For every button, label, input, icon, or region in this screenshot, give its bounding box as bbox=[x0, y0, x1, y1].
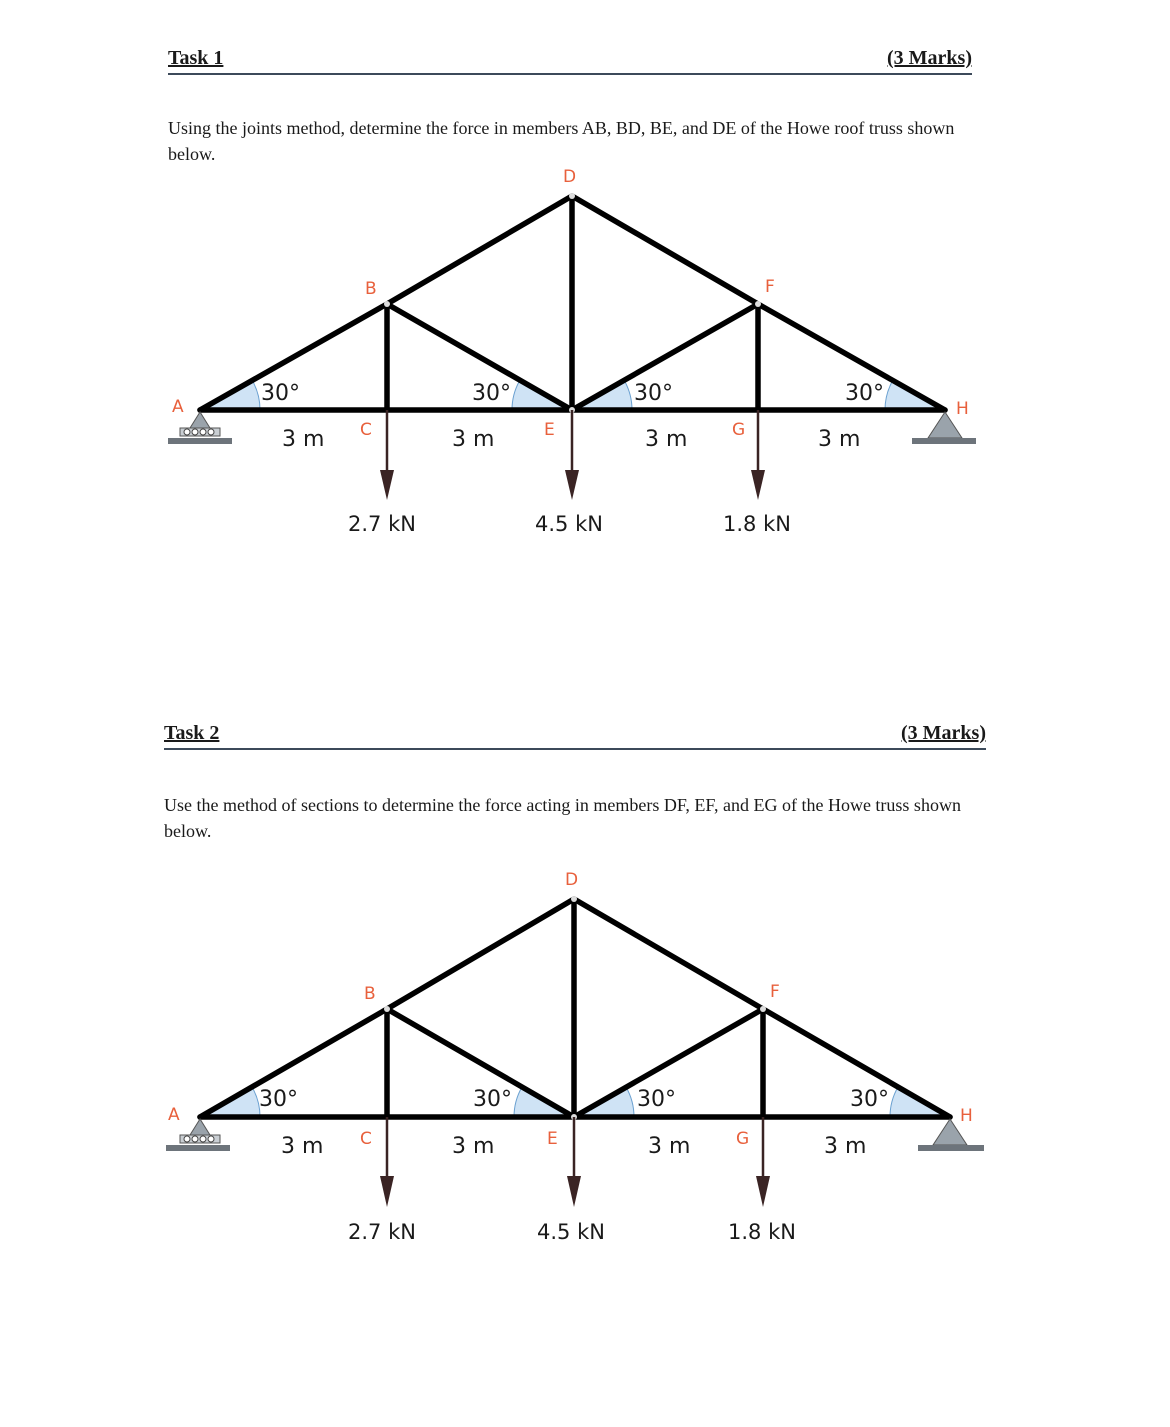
joint-label-C: C bbox=[360, 420, 372, 440]
angle-label-E-right: 30° bbox=[634, 381, 673, 406]
joint-label-D: D bbox=[563, 167, 577, 187]
span-label-AC: 3 m bbox=[282, 427, 325, 452]
task-1-title: Task 1 bbox=[168, 47, 224, 69]
load-arrow-E bbox=[565, 410, 579, 500]
joint-label-E: E bbox=[547, 1129, 558, 1149]
member-DF bbox=[572, 196, 758, 304]
pin-D bbox=[569, 193, 575, 199]
span-label-GH: 3 m bbox=[818, 427, 861, 452]
member-DF bbox=[574, 899, 763, 1009]
angle-label-E-right: 30° bbox=[637, 1087, 676, 1112]
load-arrow-C bbox=[380, 410, 394, 500]
pin-support-H bbox=[918, 1119, 984, 1151]
task-2-header bbox=[164, 722, 986, 750]
pin-F bbox=[760, 1006, 766, 1012]
task-1-truss-diagram bbox=[160, 160, 990, 550]
joint-label-A: A bbox=[168, 1105, 180, 1125]
angle-label-E-left: 30° bbox=[472, 381, 511, 406]
task-2-marks: (3 Marks) bbox=[901, 722, 986, 744]
load-label-E: 4.5 kN bbox=[537, 1220, 605, 1244]
load-arrow-C bbox=[380, 1117, 394, 1207]
span-label-GH: 3 m bbox=[824, 1134, 867, 1159]
load-arrow-G bbox=[751, 410, 765, 500]
load-arrow-E bbox=[567, 1117, 581, 1207]
span-label-AC: 3 m bbox=[281, 1134, 324, 1159]
task-2-title: Task 2 bbox=[164, 722, 220, 744]
joint-label-B: B bbox=[365, 279, 377, 299]
angle-label-A: 30° bbox=[261, 381, 300, 406]
task-1-marks: (3 Marks) bbox=[887, 47, 972, 69]
pin-B bbox=[384, 301, 390, 307]
angle-label-H: 30° bbox=[850, 1087, 889, 1112]
span-label-CE: 3 m bbox=[452, 1134, 495, 1159]
load-arrow-G bbox=[756, 1117, 770, 1207]
joint-label-F: F bbox=[765, 277, 775, 297]
pin-D bbox=[571, 896, 577, 902]
joint-label-H: H bbox=[956, 399, 969, 419]
span-label-EG: 3 m bbox=[648, 1134, 691, 1159]
joint-label-G: G bbox=[736, 1129, 750, 1149]
angle-label-E-left: 30° bbox=[473, 1087, 512, 1112]
angle-label-H: 30° bbox=[845, 381, 884, 406]
joint-label-C: C bbox=[360, 1129, 372, 1149]
joint-label-E: E bbox=[544, 420, 555, 440]
member-BD bbox=[387, 899, 574, 1009]
load-label-G: 1.8 kN bbox=[723, 512, 791, 536]
load-label-E: 4.5 kN bbox=[535, 512, 603, 536]
joint-label-B: B bbox=[364, 984, 376, 1004]
member-BD bbox=[387, 196, 572, 304]
load-label-C: 2.7 kN bbox=[348, 512, 416, 536]
span-label-CE: 3 m bbox=[452, 427, 495, 452]
load-label-C: 2.7 kN bbox=[348, 1220, 416, 1244]
joint-label-F: F bbox=[770, 982, 780, 1002]
task-2-question: Use the method of sections to determine the force acting in members DF, EF, and EG of the Howe truss shown below. bbox=[164, 795, 961, 841]
joint-label-D: D bbox=[565, 870, 579, 890]
task-1-header bbox=[168, 47, 972, 75]
pin-B bbox=[384, 1006, 390, 1012]
task-1-question: Using the joints method, determine the force in members AB, BD, BE, and DE of the Howe roof truss shown below. bbox=[168, 118, 955, 164]
pin-F bbox=[755, 301, 761, 307]
joint-label-G: G bbox=[732, 420, 746, 440]
angle-label-A: 30° bbox=[259, 1087, 298, 1112]
joint-label-H: H bbox=[960, 1106, 973, 1126]
load-label-G: 1.8 kN bbox=[728, 1220, 796, 1244]
span-label-EG: 3 m bbox=[645, 427, 688, 452]
task-2-truss-diagram bbox=[160, 862, 990, 1257]
joint-label-A: A bbox=[172, 397, 184, 417]
